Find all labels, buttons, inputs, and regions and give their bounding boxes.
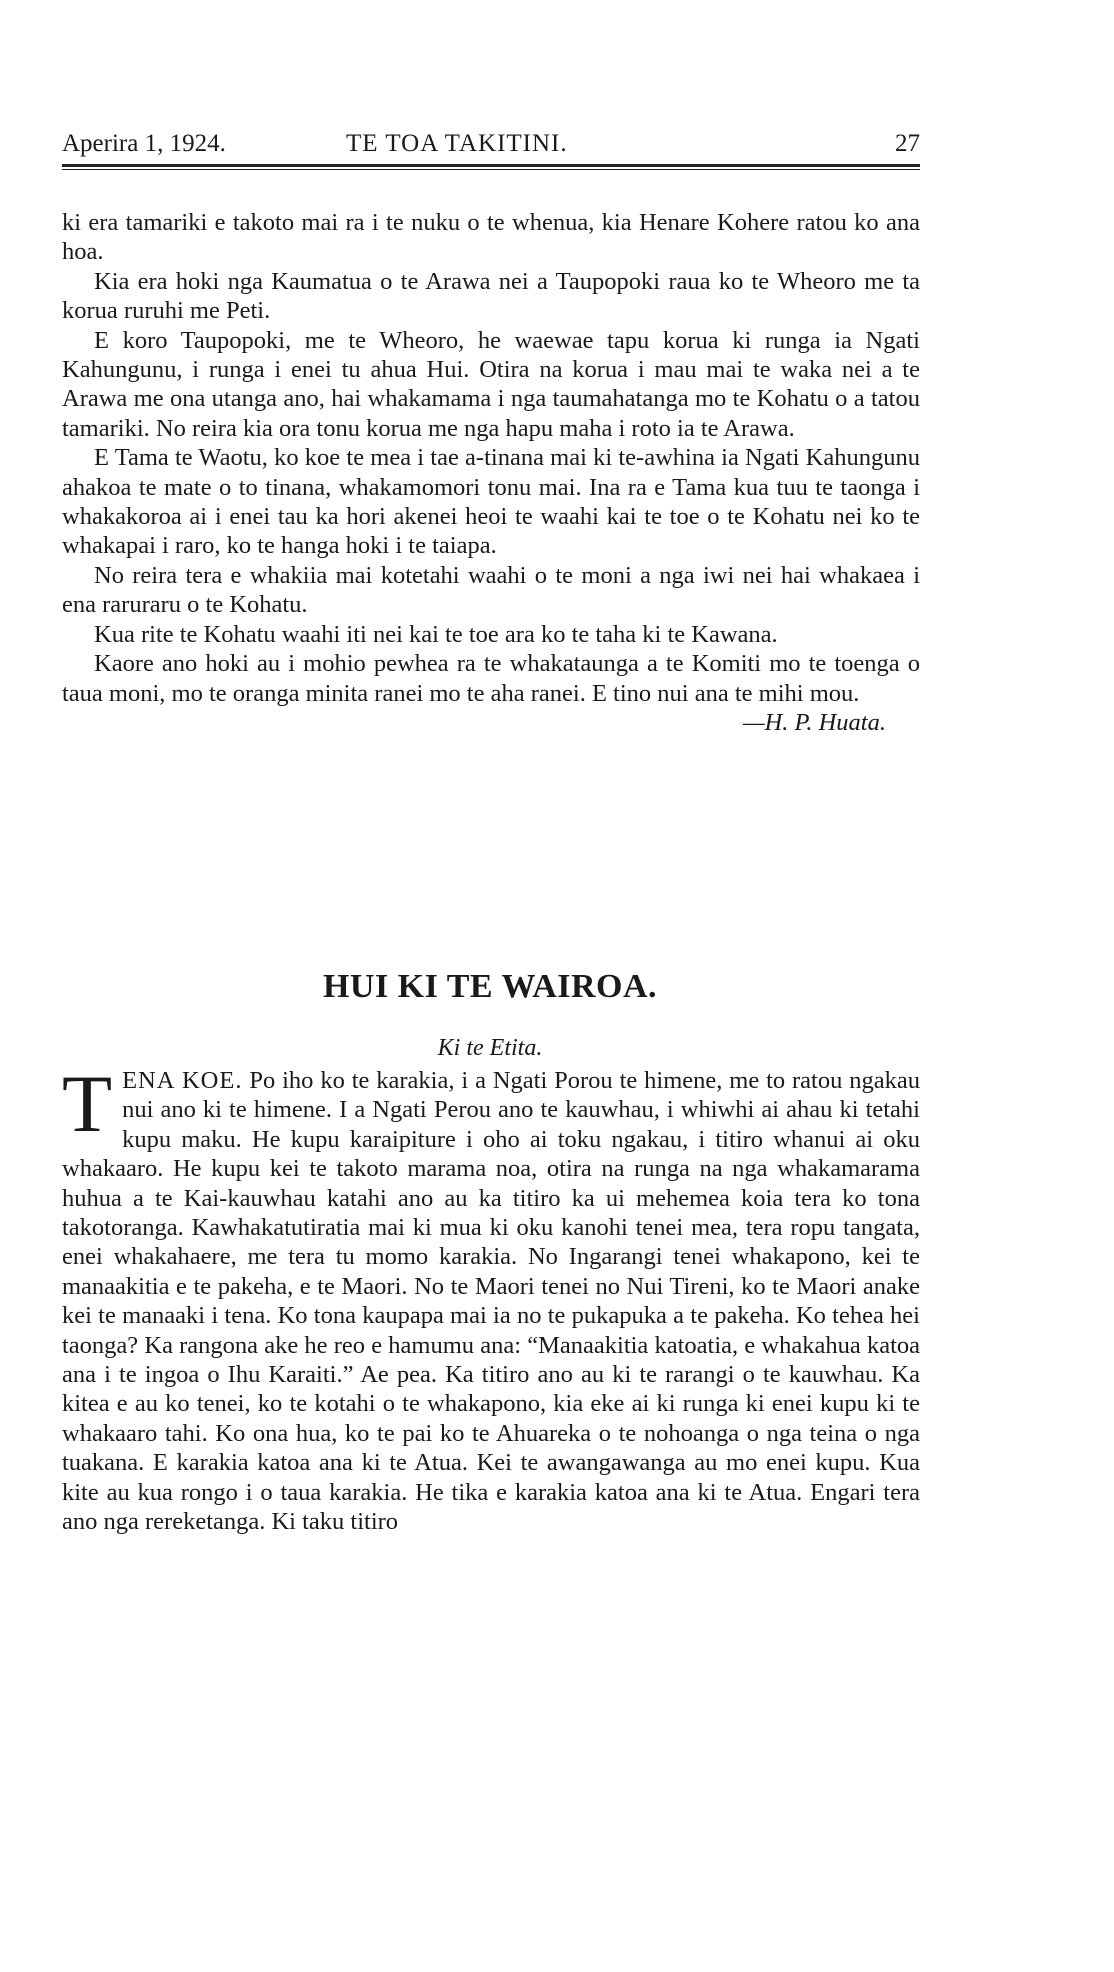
paragraph: E koro Taupopoki, me te Wheoro, he waewae tapu korua ki runga ia Ngati Kahungunu, i runga i enei tu ahua Hui. Otira na korua i mau mai te waka nei a te Arawa me ona utanga ano, hai whakamama i nga taumahatanga mo te Kohatu o a tatou tamariki. No reira kia ora tonu korua me nga hapu maha i roto ia te Arawa.: [62, 326, 920, 442]
paragraph: Kua rite te Kohatu waahi iti nei kai te toe ara ko te taha ki te Kawana.: [94, 620, 778, 648]
newspaper-title: TE TOA TAKITINI.: [346, 130, 568, 157]
page-header: [62, 130, 920, 166]
paragraph: [62, 1058, 921, 1537]
issue-date: Aperira 1, 1924.: [62, 130, 226, 157]
paragraph: E Tama te Waotu, ko koe te mea i tae a-tinana mai ki te-awhina ia Ngati Kahungunu ahakoa te mate o to tinana, whakamomori tonu mai. Ina ra e Tama kua tuu te taonga i whakakoroa ai i enei tau ka hori akenei heoi te waahi kai te toe o te Kohatu nei ko te whakapai i raro, ko te hanga hoki i te taiapa.: [62, 444, 920, 560]
opening-caps: ENA KOE.: [122, 1067, 243, 1094]
header-rule: [62, 164, 920, 170]
paragraph: Kaore ano hoki au i mohio pewhea ra te whakataunga a te Komiti mo te toenga o taua moni, mo te oranga minita ranei mo te aha ranei. E tino nui ana te mihi mou.: [62, 650, 920, 707]
article-subheading: Ki te Etita.: [437, 1035, 543, 1061]
page-number: 27: [895, 130, 920, 157]
letter-continuation: [62, 208, 920, 737]
paragraph: ki era tamariki e takoto mai ra i te nuku o te whenua, kia Henare Kohere ratou ko ana hoa.: [62, 209, 920, 266]
signature: —H. P. Huata.: [742, 708, 886, 736]
article-body: [62, 1058, 921, 1537]
paragraph: Kia era hoki nga Kaumatua o te Arawa nei a Taupopoki raua ko te Wheoro me ta korua ruruhi me Peti.: [62, 267, 920, 325]
article-text: Po iho ko te karakia, i a Ngati Porou te himene, me to ratou ngakau nui ano ki te himene. I a Ngati Perou ano te kauwhau, i whiwhi ai ahau ki tetahi kupu maku. He kupu karaipiture i oho ai toku ngakau, i titiro whanui ai oku whakaaro. He kupu kei te takoto marama noa, otira na runga na nga whakamarama huhua a te Kai-kauwhau katahi ano au ka titiro ka ui mehemea koia tera ko tona takotoranga. Kawhakatutiratia mai ki mua ki oku kanohi tenei mea, tera ropu tangata, enei whakahaere, me tera tu momo karakia. No Ingarangi tenei whakapono, kei te manaakitia e te pakeha, e te Maori. No te Maori tenei no Nui Tireni, ko te Maori anake kei te manaaki i tena. Ko tona kaupapa mai ia no te pukapuka a te pakeha. Ko tehea hei taonga? Ka rangona ake he reo e hamumu ana: “Manaakitia katoatia, e whakahua katoa ana i te ingoa o Ihu Karaiti.” Ae pea. Ka titiro ano au ki te rarangi o te kauwhau. Ka kitea e au ko tenei, ko te kotahi o te whakapono, kia eke ai ki runga ki enei kupu ki te whakaaro tahi. Ko ona hua, ko te pai ko te Ahuareka o te nohoanga o nga teina o nga tuakana. E karakia katoa ana ki te Atua. Kei te awangawanga au mo enei kupu. Kua kite au kua rongo i o taua karakia. He tika e karakia katoa ana ki te Atua. Engari tera ano nga rereketanga. Ki taku titiro: [62, 1067, 921, 1536]
article-heading: HUI KI TE WAIROA.: [322, 968, 658, 1005]
drop-cap: T: [62, 1058, 113, 1149]
paragraph: No reira tera e whakiia mai kotetahi waahi o te moni a nga iwi nei hai whakaea i ena raruraru o te Kohatu.: [62, 561, 920, 619]
